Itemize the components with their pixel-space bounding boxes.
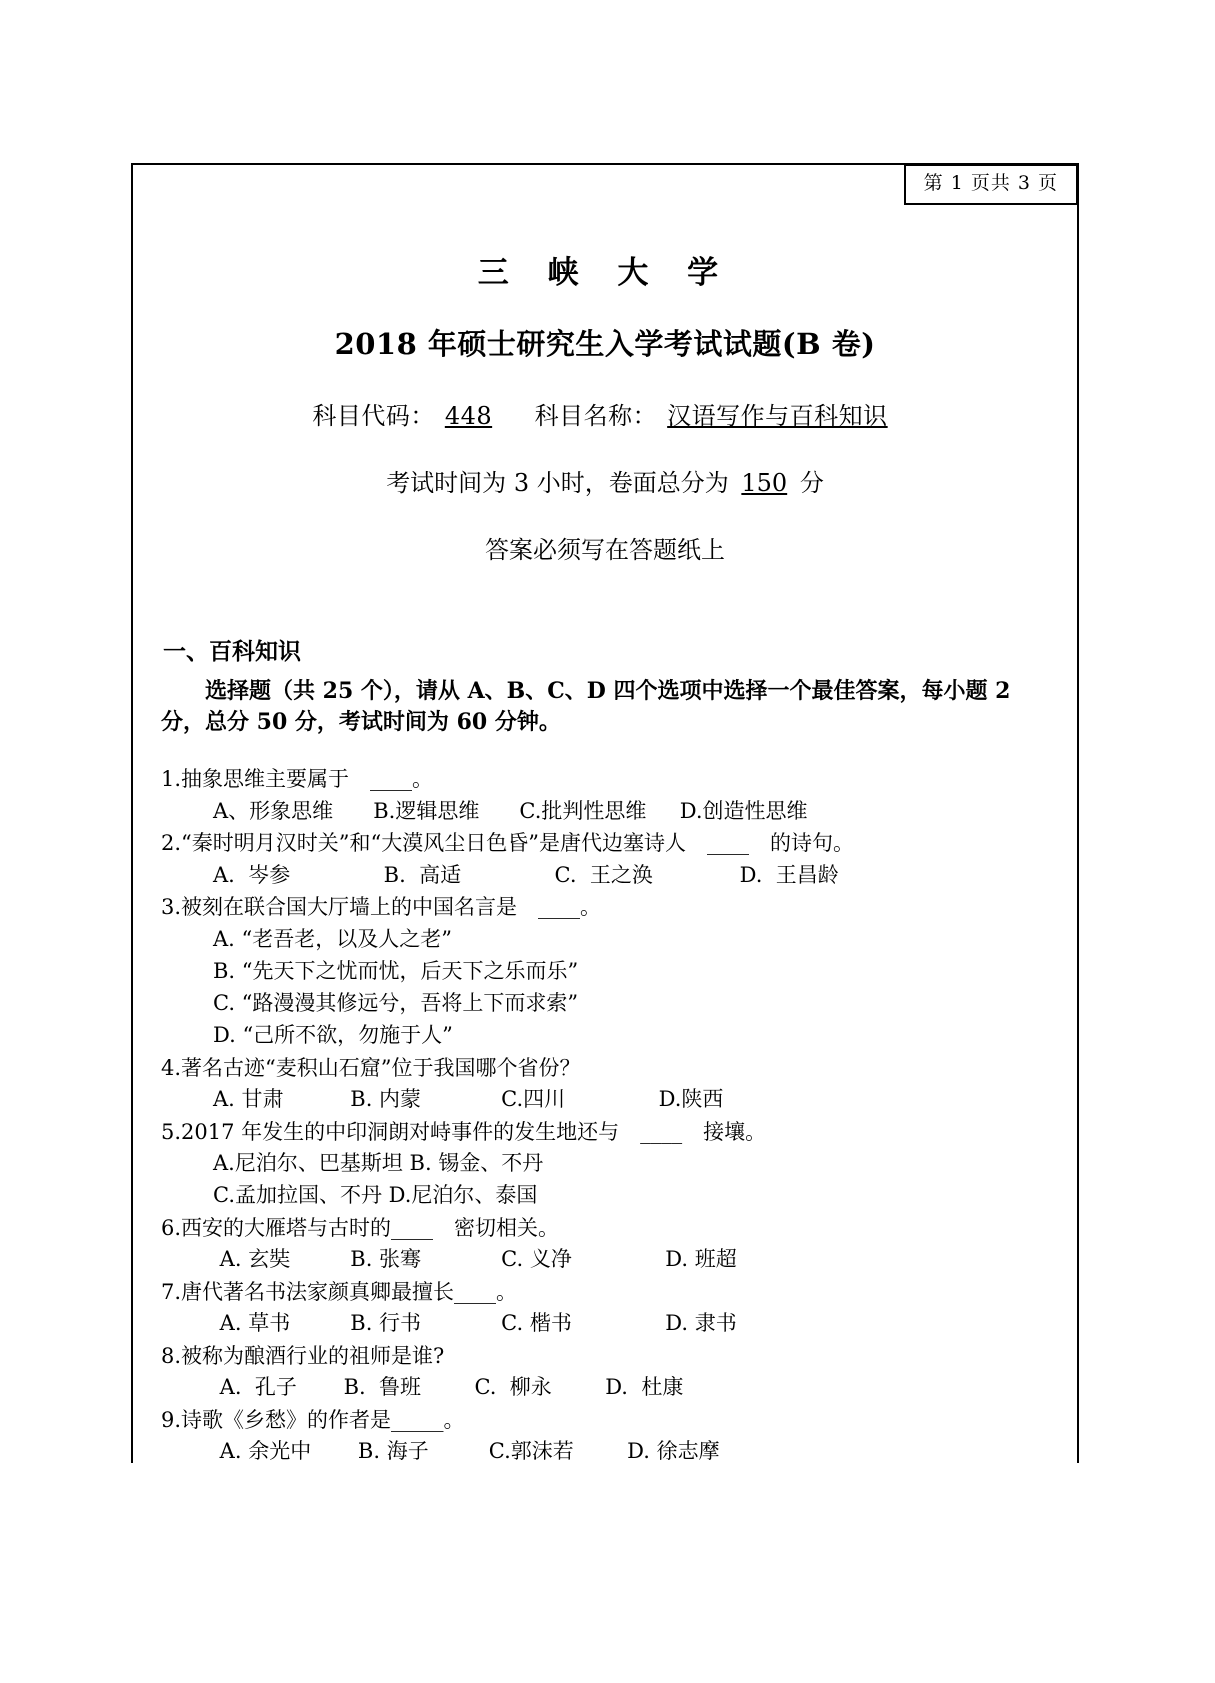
total-score: 150 (741, 469, 788, 497)
question-stem: 9.诗歌《乡愁》的作者是_____。 (161, 1407, 465, 1432)
question-item (161, 1341, 1049, 1404)
subject-name-value: 汉语写作与百科知识 (667, 402, 888, 430)
duration-suffix: 分 (799, 469, 824, 497)
university-name: 三 峡 大 学 (477, 255, 733, 291)
question-item (161, 1053, 1049, 1116)
subject-line (161, 396, 1049, 431)
option-line: C. “路漫漫其修远兮，吾将上下而求索” (213, 990, 579, 1015)
question-options (161, 924, 1049, 1052)
question-item (161, 1405, 1049, 1468)
subject-code-label: 科目代码： (312, 402, 435, 430)
option-line: A. “老吾老，以及人之老” (213, 926, 452, 951)
question-options: A. 玄奘 B. 张骞 C. 义净 D. 班超 (213, 1247, 737, 1272)
question-stem: 6.西安的大雁塔与古时的____ 密切相关。 (161, 1215, 560, 1240)
duration-prefix: 考试时间为 3 小时，卷面总分为 (386, 469, 729, 497)
question-options: A. 余光中 B. 海子 C.郭沫若 D. 徐志摩 (213, 1439, 720, 1464)
question-stem: 7.唐代著名书法家颜真卿最擅长____。 (161, 1279, 518, 1304)
question-item (161, 892, 1049, 1051)
question-options: A. 甘肃 B. 内蒙 C.四川 D.陕西 (213, 1087, 724, 1112)
question-options: A. 孔子 B. 鲁班 C. 柳永 D. 杜康 (213, 1375, 684, 1400)
exam-title: 2018 年硕士研究生入学考试试题(B 卷) (334, 327, 876, 361)
option-line: A.尼泊尔、巴基斯坦 B. 锡金、不丹 (213, 1151, 544, 1176)
question-stem: 1.抽象思维主要属于 ____。 (161, 767, 434, 792)
section-description: 选择题（共 25 个），请从 A、B、C、D 四个选项中选择一个最佳答案，每小题 2 分，总分 50 分，考试时间为 60 分钟。 (161, 678, 1011, 736)
question-item (161, 1213, 1049, 1276)
duration-line (161, 463, 1049, 498)
subject-name-label: 科目名称： (534, 402, 658, 430)
question-stem: 2.“秦时明月汉时关”和“大漠风尘日色昏”是唐代边塞诗人 ____ 的诗句。 (161, 831, 854, 856)
paper-content (133, 247, 1077, 1468)
question-options: A. 草书 B. 行书 C. 楷书 D. 隶书 (213, 1311, 737, 1336)
option-line: B. “先天下之忧而忧，后天下之乐而乐” (213, 958, 579, 983)
question-item (161, 1117, 1049, 1212)
section-title: 一、百科知识 (163, 638, 301, 665)
page-indicator: 第 1 页共 3 页 (904, 164, 1078, 205)
question-stem: 3.被刻在联合国大厅墙上的中国名言是 ____。 (161, 895, 602, 920)
question-stem: 5.2017 年发生的中印洞朗对峙事件的发生地还与 ____ 接壤。 (161, 1119, 767, 1144)
exam-paper-frame (131, 163, 1079, 1463)
question-item (161, 764, 1049, 827)
question-item (161, 1277, 1049, 1340)
question-stem: 4.著名古迹“麦积山石窟”位于我国哪个省份？ (161, 1055, 581, 1080)
subject-code-value: 448 (444, 402, 493, 430)
answer-notice: 答案必须写在答题纸上 (485, 536, 725, 564)
question-list (161, 764, 1049, 1467)
option-line: D. “己所不欲，勿施于人” (213, 1022, 453, 1047)
question-item (161, 828, 1049, 891)
question-options: A、形象思维 B.逻辑思维 C.批判性思维 D.创造性思维 (213, 798, 808, 823)
question-options (161, 1148, 1049, 1212)
question-options: A. 岑参 B. 高适 C. 王之涣 D. 王昌龄 (213, 862, 839, 887)
option-line: C.孟加拉国、不丹 D.尼泊尔、泰国 (213, 1183, 538, 1207)
question-stem: 8.被称为酿酒行业的祖师是谁? (161, 1343, 445, 1368)
